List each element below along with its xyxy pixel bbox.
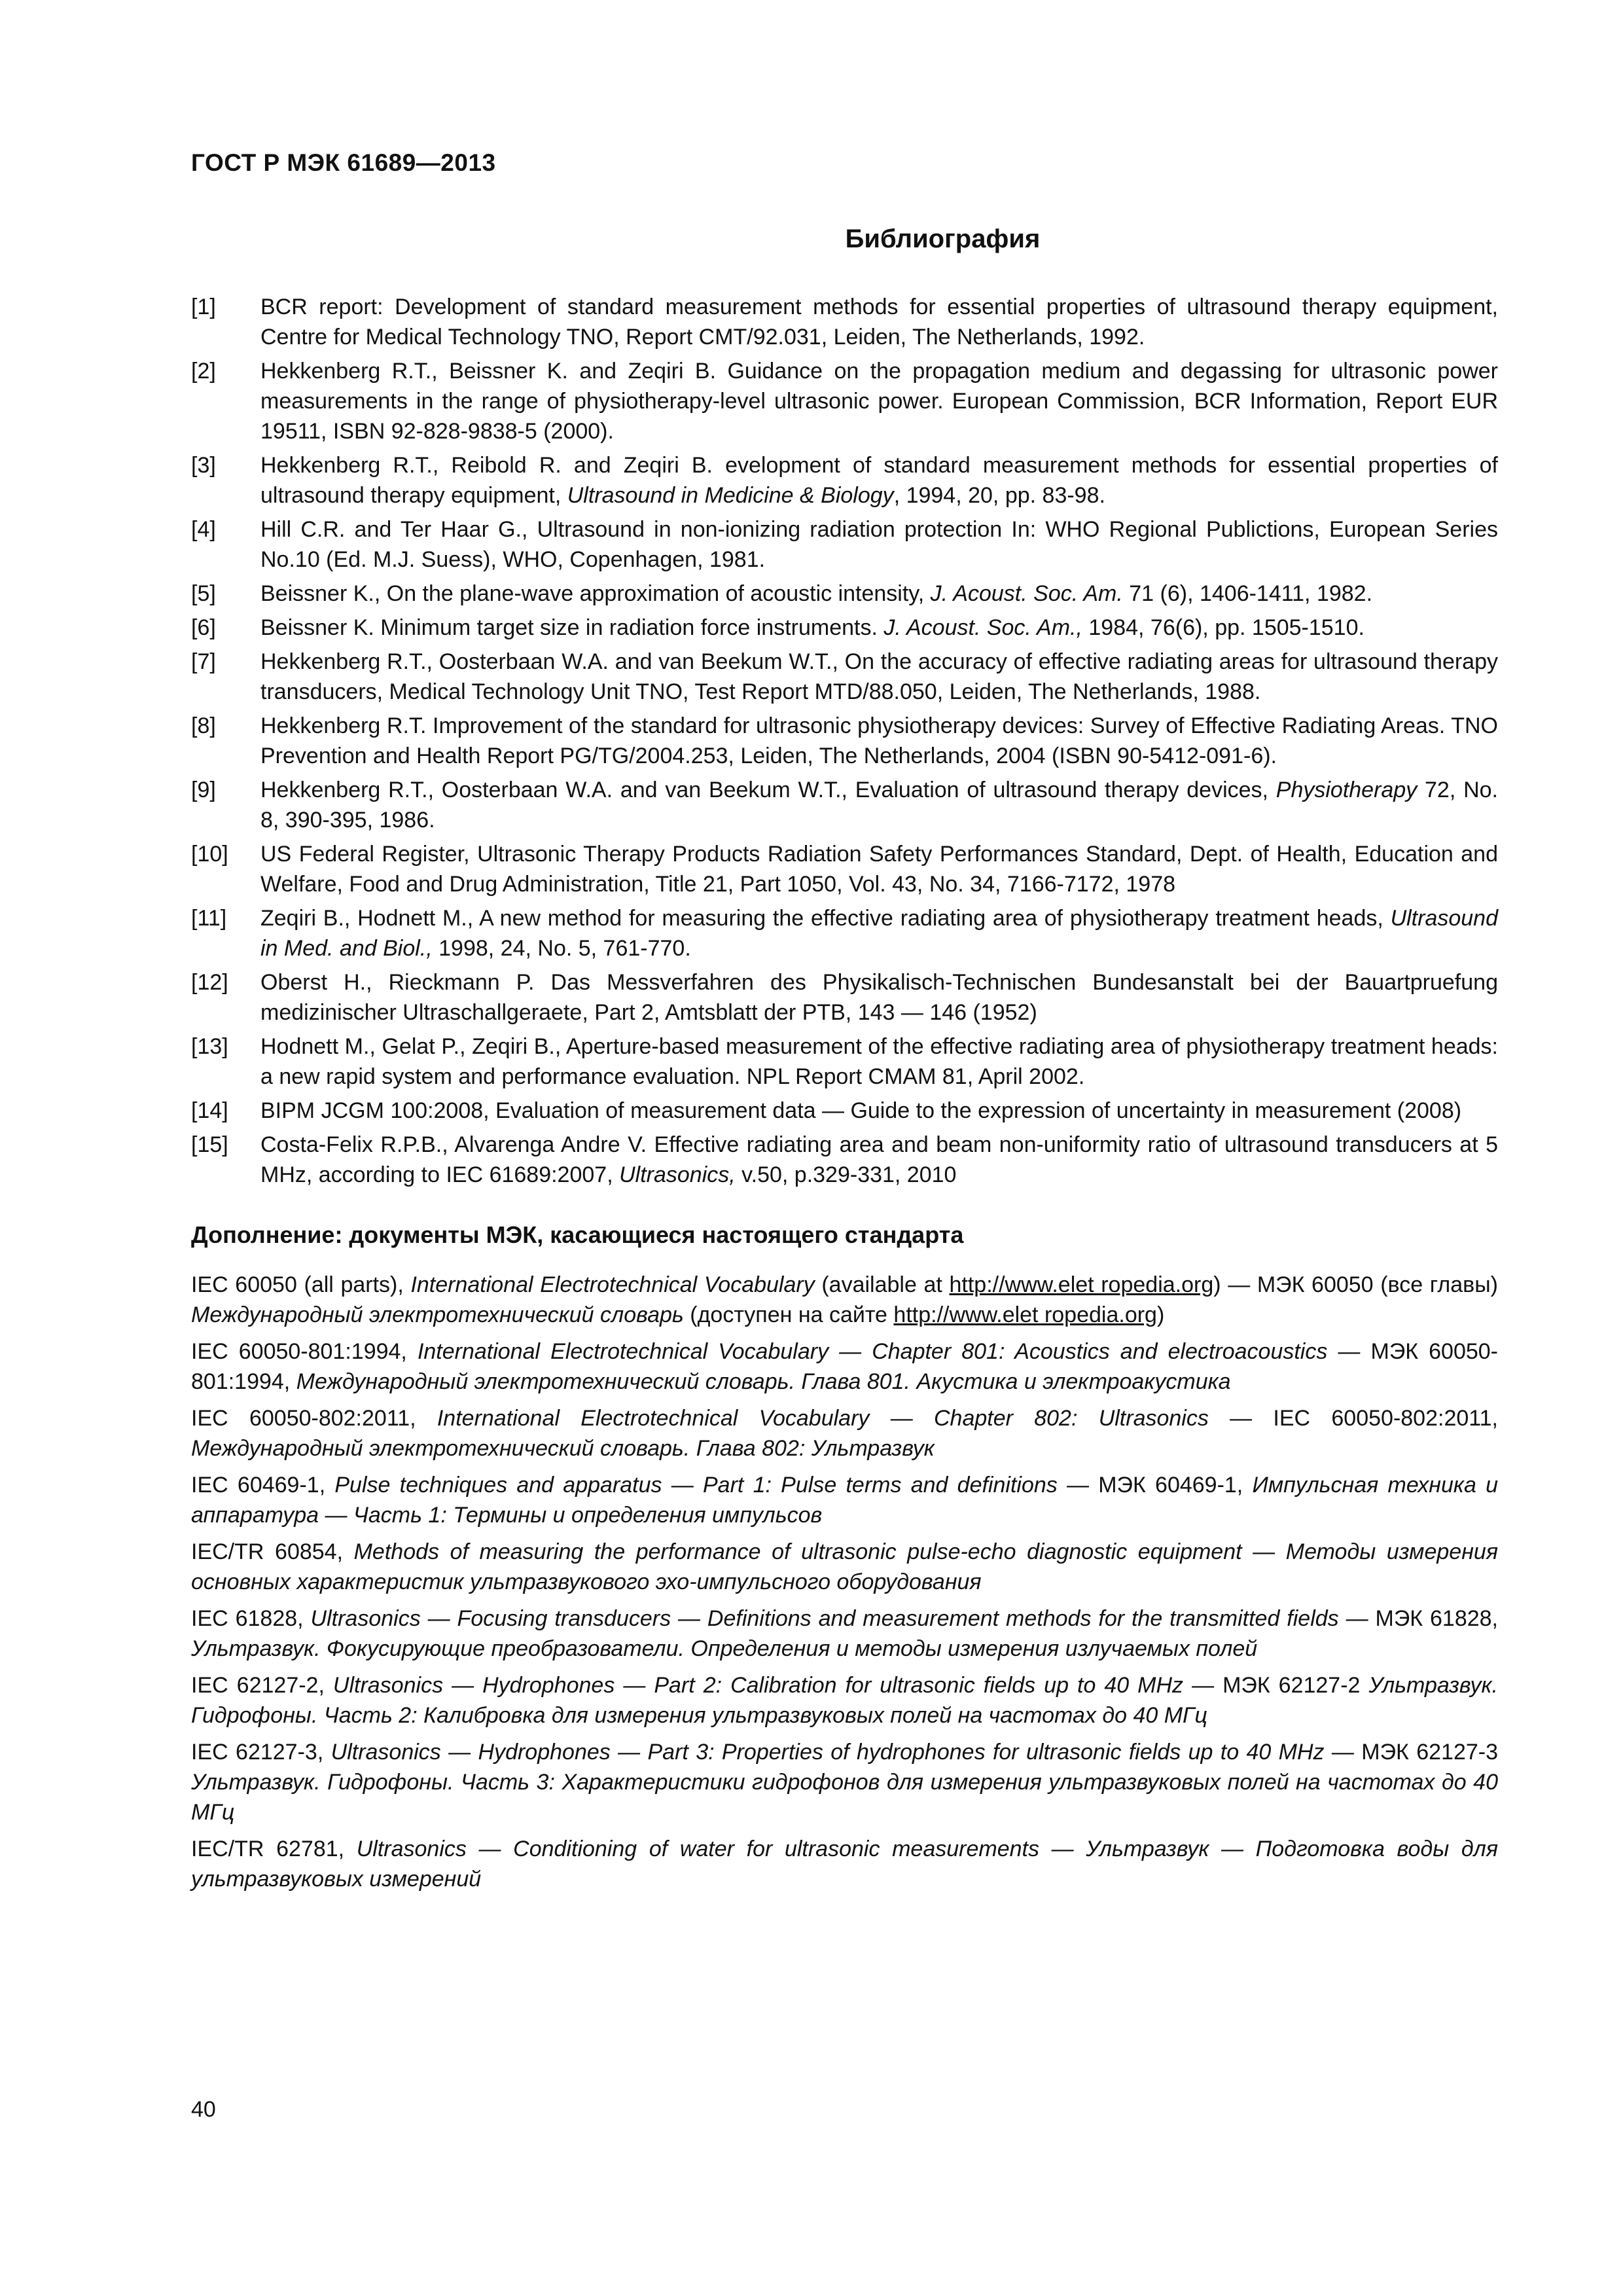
italic-text: Ultrasonics — Focusing transducers — Definitions and measurement methods for the transmitted fields xyxy=(310,1606,1339,1631)
supplement-item xyxy=(191,1670,1498,1731)
italic-text: Methods of measuring the performance of ultrasonic pulse-echo diagnostic equipment — Методы измерения основных характеристик ультразвукового эхо-импульсного оборудования xyxy=(191,1539,1498,1594)
italic-text: International Electrotechnical Vocabulary — Chapter 802: Ultrasonics xyxy=(437,1406,1209,1431)
reference-item xyxy=(191,356,1498,446)
text-run: Beissner K. Minimum target size in radiation force instruments. xyxy=(260,615,884,640)
text-run: IEC 61828, xyxy=(191,1606,311,1631)
italic-text: International Electrotechnical Vocabulary — Chapter 801: Acoustics and electroacoustics xyxy=(417,1339,1328,1364)
reference-text xyxy=(260,292,1498,352)
text-run: US Federal Register, Ultrasonic Therapy Products Radiation Safety Performances Standard, Dept. of Health, Education and Welfare, Food and Drug Administration, Title 21, Part 1050, Vol. 43, No. 34, 7166-7172, 1978 xyxy=(260,842,1498,897)
italic-text: Импульсная техника и аппаратура — Часть 1: Термины и определения импульсов xyxy=(191,1473,1498,1528)
text-run: BIPM JCGM 100:2008, Evaluation of measurement data — Guide to the expression of uncertainty in measurement (2008) xyxy=(260,1098,1462,1123)
text-run: 1984, 76(6), pp. 1505-1510. xyxy=(1082,615,1364,640)
reference-list xyxy=(191,292,1498,1190)
bibliography-title: Библиография xyxy=(845,224,1041,253)
reference-text xyxy=(260,579,1498,609)
reference-text xyxy=(260,1031,1498,1092)
supplement-item xyxy=(191,1537,1498,1597)
text-run: IEC/TR 60854, xyxy=(191,1539,354,1564)
reference-number: [3] xyxy=(191,453,216,478)
italic-text: J. Acoust. Soc. Am., xyxy=(883,615,1082,640)
text-run: Hekkenberg R.T., Reibold R. and Zeqiri B. evelopment of standard measurement methods for essential properties of ultrasound therapy equipment, xyxy=(260,453,1498,508)
italic-text: Ultrasonics — Hydrophones — Part 3: Properties of hydrophones for ultrasonic fields up to 40 MHz xyxy=(330,1740,1325,1765)
reference-text xyxy=(260,903,1498,963)
text-run: Oberst H., Rieckmann P. Das Messverfahren des Physikalisch-Technischen Bundesanstalt bei der Bauartpruefung medizinischer Ultraschallgeraete, Part 2, Amtsblatt der PTB, 143 — 146 (1952) xyxy=(260,970,1498,1025)
text-run: Hekkenberg R.T. Improvement of the standard for ultrasonic physiotherapy devices: Survey of Effective Radiating Areas. TNO Prevention and Health Report PG/TG/2004.253, Leiden, The Netherlands, 2004 (ISBN 90-5412-091-6). xyxy=(260,713,1498,768)
supplement-item xyxy=(191,1834,1498,1894)
reference-number: [14] xyxy=(191,1098,228,1123)
reference-text xyxy=(260,775,1498,835)
reference-item xyxy=(191,613,1498,643)
reference-text xyxy=(260,613,1498,643)
text-run: Hill C.R. and Ter Haar G., Ultrasound in non-ionizing radiation protection In: WHO Regional Publictions, European Series No.10 (Ed. M.J. Suess), WHO, Copenhagen, 1981. xyxy=(260,517,1498,572)
reference-item xyxy=(191,1130,1498,1190)
reference-text xyxy=(260,1096,1498,1126)
text-run: — МЭК 60050-801:1994, xyxy=(191,1339,1498,1394)
reference-number: [2] xyxy=(191,359,216,384)
reference-number: [11] xyxy=(191,906,227,931)
reference-number: [12] xyxy=(191,970,228,995)
text-run: (доступен на сайте xyxy=(683,1302,894,1327)
reference-text xyxy=(260,647,1498,707)
reference-item xyxy=(191,579,1498,609)
reference-item xyxy=(191,1096,1498,1126)
italic-text: Physiotherapy xyxy=(1275,778,1418,802)
text-run: 1998, 24, No. 5, 761-770. xyxy=(432,936,691,961)
reference-item xyxy=(191,292,1498,352)
reference-number: [9] xyxy=(191,778,216,802)
text-run: — IEC 60050-802:2011, xyxy=(1208,1406,1499,1431)
page-content xyxy=(191,224,1498,1901)
url-link[interactable]: http://www.elet ropedia.org xyxy=(949,1272,1214,1297)
text-run: Hekkenberg R.T., Beissner K. and Zeqiri B. Guidance on the propagation medium and degassing for ultrasonic power measurements in the range of physiotherapy-level ultrasonic power. European Commission, BCR Information, Report EUR 19511, ISBN 92-828-9838-5 (2000). xyxy=(260,359,1498,444)
text-run: IEC 62127-2, xyxy=(191,1673,333,1698)
text-run: Hekkenberg R.T., Oosterbaan W.A. and van Beekum W.T., Evaluation of ultrasound therapy devices, xyxy=(260,778,1276,802)
reference-text xyxy=(260,839,1498,899)
italic-text: Международный электротехнический словарь. Глава 801. Акустика и электроакустика xyxy=(296,1369,1231,1394)
italic-text: Pulse techniques and apparatus — Part 1: Pulse terms and definitions xyxy=(334,1473,1058,1498)
reference-number: [4] xyxy=(191,517,216,542)
supplement-item xyxy=(191,1403,1498,1463)
text-run: IEC 60050-801:1994, xyxy=(191,1339,418,1364)
supplement-item xyxy=(191,1737,1498,1827)
supplement-item xyxy=(191,1336,1498,1397)
text-run: IEC/TR 62781, xyxy=(191,1837,357,1861)
reference-number: [15] xyxy=(191,1132,228,1157)
reference-item xyxy=(191,903,1498,963)
url-link[interactable]: http://www.elet ropedia.org xyxy=(893,1302,1157,1327)
italic-text: Ультразвук. Гидрофоны. Часть 2: Калибровка для измерения ультразвуковых полей на частотах до 40 МГц xyxy=(191,1673,1498,1728)
italic-text: Международный электротехнический словарь xyxy=(191,1302,684,1327)
reference-text xyxy=(260,711,1498,771)
supplement-item xyxy=(191,1270,1498,1330)
reference-item xyxy=(191,450,1498,511)
text-run: — МЭК 62127-3 xyxy=(1324,1740,1498,1765)
text-run: IEC 60050 (all parts), xyxy=(191,1272,411,1297)
italic-text: Ultrasonics — Conditioning of water for ultrasonic measurements — Ультразвук — Подготовка воды для ультразвуковых измерений xyxy=(191,1837,1498,1892)
reference-item xyxy=(191,711,1498,771)
text-run: — МЭК 60469-1, xyxy=(1057,1473,1253,1498)
reference-number: [7] xyxy=(191,649,216,674)
italic-text: Ultrasonics, xyxy=(619,1162,736,1187)
text-run: IEC 60469-1, xyxy=(191,1473,335,1498)
page-number: 40 xyxy=(191,2097,216,2122)
reference-item xyxy=(191,1031,1498,1092)
text-run: Hekkenberg R.T., Oosterbaan W.A. and van Beekum W.T., On the accuracy of effective radiating areas for ultrasound therapy transducers, Medical Technology Unit TNO, Test Report MTD/88.050, Leiden, The Netherlands, 1988. xyxy=(260,649,1498,704)
reference-item xyxy=(191,514,1498,575)
text-run: , 1994, 20, pp. 83-98. xyxy=(893,483,1105,508)
text-run: 72, No. 8, 390-395, 1986. xyxy=(260,778,1498,833)
text-run: 71 (6), 1406-1411, 1982. xyxy=(1122,581,1373,606)
italic-text: International Electrotechnical Vocabulary xyxy=(410,1272,815,1297)
supplement-item xyxy=(191,1604,1498,1664)
text-run: Zeqiri B., Hodnett M., A new method for measuring the effective radiating area of physiotherapy treatment heads, xyxy=(260,906,1391,931)
text-run: ) xyxy=(1156,1302,1165,1327)
text-run: Hodnett M., Gelat P., Zeqiri B., Aperture-based measurement of the effective radiating area of physiotherapy treatment heads: a new rapid system and performance evaluation. NPL Report CMAM 81, April 2002. xyxy=(260,1034,1498,1089)
text-run: — МЭК 62127-2 xyxy=(1183,1673,1369,1698)
text-run: ) — МЭК 60050 (все главы) xyxy=(1213,1272,1498,1297)
italic-text: Международный электротехнический словарь. Глава 802: Ультразвук xyxy=(191,1436,935,1461)
italic-text: J. Acoust. Soc. Am. xyxy=(930,581,1123,606)
reference-text xyxy=(260,967,1498,1028)
italic-text: Ультразвук. Гидрофоны. Часть 3: Характеристики гидрофонов для измерения ультразвуковых полей на частотах до 40 МГц xyxy=(191,1770,1498,1825)
supplement-item xyxy=(191,1470,1498,1530)
supplement-title: Дополнение: документы МЭК, касающиеся настоящего стандарта xyxy=(191,1221,964,1248)
reference-number: [13] xyxy=(191,1034,228,1059)
reference-text xyxy=(260,450,1498,511)
text-run: Beissner K., On the plane-wave approximation of acoustic intensity, xyxy=(260,581,931,606)
reference-number: [10] xyxy=(191,842,228,867)
document-header: ГОСТ Р МЭК 61689—2013 xyxy=(191,149,496,176)
italic-text: Ultrasound in Med. and Biol., xyxy=(260,906,1498,961)
italic-text: Ultrasound in Medicine & Biology xyxy=(567,483,894,508)
reference-item xyxy=(191,647,1498,707)
reference-number: [8] xyxy=(191,713,216,738)
italic-text: Ультразвук. Фокусирующие преобразователи. Определения и методы измерения излучаемых полей xyxy=(191,1636,1258,1661)
reference-text xyxy=(260,1130,1498,1190)
text-run: BCR report: Development of standard measurement methods for essential properties of ultrasound therapy equipment, Centre for Medical Technology TNO, Report CMT/92.031, Leiden, The Netherlands, 1992. xyxy=(260,295,1498,350)
italic-text: Ultrasonics — Hydrophones — Part 2: Calibration for ultrasonic fields up to 40 MHz xyxy=(332,1673,1184,1698)
reference-item xyxy=(191,967,1498,1028)
supplement-list xyxy=(191,1270,1498,1894)
reference-number: [6] xyxy=(191,615,216,640)
text-run: Costa-Felix R.P.B., Alvarenga Andre V. Effective radiating area and beam non-uniformity ratio of ultrasound transducers at 5 MHz, according to IEC 61689:2007, xyxy=(260,1132,1498,1187)
text-run: (available at xyxy=(814,1272,950,1297)
text-run: IEC 62127-3, xyxy=(191,1740,331,1765)
text-run: — МЭК 61828, xyxy=(1338,1606,1498,1631)
reference-number: [1] xyxy=(191,295,216,319)
reference-text xyxy=(260,514,1498,575)
reference-item xyxy=(191,839,1498,899)
reference-item xyxy=(191,775,1498,835)
text-run: v.50, p.329-331, 2010 xyxy=(735,1162,957,1187)
reference-number: [5] xyxy=(191,581,216,606)
text-run: IEC 60050-802:2011, xyxy=(191,1406,437,1431)
reference-text xyxy=(260,356,1498,446)
